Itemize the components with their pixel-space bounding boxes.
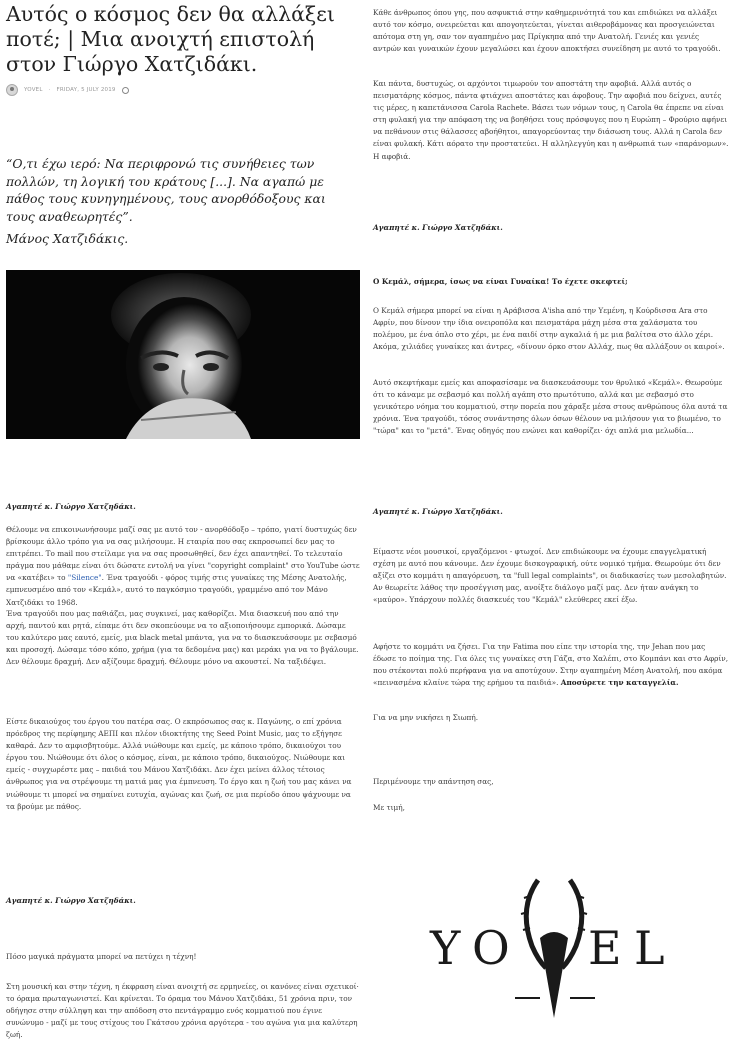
paragraph: Είμαστε νέοι μουσικοί, εργαζόμενοι - φτωχοί. Δεν επιδιώκουμε να έχουμε επαγγελματική σχέση με αυτό που κάνουμε. Δεν έχουμε δισκογραφική, ούτε νομικό τμήμα. Θεωρούμε ότι δεν αξίζει στο κομμάτι η απαγόρευση, τα "full legal complaints", οι διαδικασίες των μεσολαβητών. Αν θεωρείτε λάθος την προσέγγιση μας, ανοίξτε διάλογο μαζί μας. Δεν ήταν ανάγκη το «μαύρο». Υπάρχουν πολλές διασκευές του "Κεμάλ" ελεύθερες εκεί έξω. (373, 547, 727, 605)
paragraph-text: Αφήστε το κομμάτι να ζήσει. Για την Fatima που είπε την ιστορία της, την Jehan που μας έδωσε το ποίημα της. Για όλες τις γυναίκες στη Γάζα, στο Χαλέπι, στο Κομπάνι και στο Αφρίν, που στέκονται πολύ περήφανα για να αποτύχουν. Στην αγαπημένη Μέση Ανατολή, που ακόμα «πεινασμένα κλαίνε τώρα της ερήμου τα παιδιά». (373, 642, 729, 688)
paragraph: Για να μην νικήσει η Σιωπή. (373, 713, 479, 722)
paragraph (6, 524, 360, 609)
salutation-heading: Αγαπητέ κ. Γιώργο Χατζηδάκι. (373, 507, 503, 516)
clock-icon (122, 87, 129, 94)
section-heading: Ο Κεμάλ, σήμερα, ίσως να είναι Γυναίκα! Το έχετε σκεφτεί; (373, 277, 628, 286)
paragraph (373, 641, 729, 689)
post-meta (6, 84, 129, 96)
epigraph-author: Μάνος Χατζιδάκις. (6, 231, 129, 246)
paragraph: Ο Κεμάλ σήμερα μπορεί να είναι η Αράβισσα A'isha από την Υεμένη, η Κούρδισσα Ara στο Αφρίν, που δίνουν την ίδια ονειροπόλα και πεισματάρα μάχη μέσα στα χαλάσματα του πολέμου, με ένα όπλο στο χέρι, με ένα παιδί στην αγκαλιά ή με μια βαλίτσα στο άλλο χέρι. Ακόμα, χιλιάδες γυναίκες και άντρες, «δίνουν όρκο στον Αλλάχ, πως θα αλλάξουν οι καιροί». (373, 306, 725, 352)
svg-text:E: E (588, 921, 622, 975)
article-title: Αυτός ο κόσμος δεν θα αλλάξει ποτέ; | Μια ανοιχτή επιστολή στον Γιώργο Χατζιδάκι. (6, 2, 335, 76)
paragraph-text: Θέλουμε να επικοινωνήσουμε μαζί σας με αυτό τον - ανορθόδοξο – τρόπο, γιατί δυστυχώς δεν βρίσκουμε άλλο τρόπο για να σας μιλήσουμε. Η εταιρία που σας εκπροσωπεί δεν μας το επιτρέπει. Το mail που στείλαμε για να σας προσωθηθεί, δεν έχει απαντηθεί. Το τελευταίο πράγμα που μάθαμε είναι ότι δώσατε εντολή να γίνει "copyright complaint" στο YouTube ώστε να «κατέβει» το (6, 525, 360, 583)
svg-text:Y: Y (430, 921, 463, 975)
closing-line: Περιμένουμε την απάντηση σας, (373, 777, 494, 786)
yovel-logo (420, 868, 690, 1018)
paragraph: Αυτό σκεφτήκαμε εμείς και αποφασίσαμε να διασκευάσουμε τον θρυλικό «Κεμάλ». Θεωρούμε ότι το κάναμε με σεβασμό και πολλή αγάπη στο πρωτότυπο, αλλά και με σεβασμό στο γενικότερο νόημα του κομματιού, στην πορεία που χάραξε μέσα στους ανθρώπους όλα αυτά τα χρόνια. Ένα τραγούδι, τόσος συνάντησης όλων όσων θέλουν να μιλήσουν για το βιωμένο, το "τώρα" και το "μετά". Ένας οδηγός που ενώνει και καθορίζει· όχι απλά μια μελωδία... (373, 378, 728, 436)
paragraph-text: . Ένα τραγούδι - φόρος τιμής στις γυναίκες της Μέσης Ανατολής, εμπνευσμένο από τον «Κεμάλ», αυτό το παγκόσμιο τραγούδι, γραμμένο από τον Μάνο Χατζιδάκι το 1968. (6, 573, 347, 607)
author-name[interactable]: YOVEL (24, 87, 43, 93)
salutation-heading: Αγαπητέ κ. Γιώργο Χατζηδάκι. (373, 223, 503, 232)
salutation-heading: Αγαπητέ κ. Γιώργο Χατζηδάκι. (6, 896, 136, 905)
call-to-action: Αποσύρετε την καταγγελία. (560, 678, 679, 688)
portrait-illustration (6, 270, 360, 439)
post-date: FRIDAY, 5 JULY 2019 (56, 87, 116, 93)
paragraph: Κάθε άνθρωπος όπου γης, που ασφυκτιά στην καθημερινότητά του και επιδιώκει να αλλάξει αυτό τον κόσμο, ονειρεύεται και απογοητεύεται, γίνεται αιθεροβάμονας και προσγειώνεται απότομα στη γη, σαν τον αγαπημένο μας Πρίγκηπα από την Ανατολή. Γενιές και γενιές αντρών και γυναικών έχουν μεγαλώσει και έχουν αποκτήσει συνείδηση με αυτό το τραγούδι. (373, 8, 721, 54)
paragraph: Και πάντα, δυστυχώς, οι αρχόντοι τιμωρούν τον αποστάτη την αφοβιά. Αλλά αυτός ο πεισματάρης κόσμος, πάντα φτιάχνει αποστάτες και άφοβους. Την αφοβιά που δείχνει, αυτές τις μέρες, η καπετάνισσα Carola Rachete. Βάσει των νόμων τους, η Carola θα έπρεπε να είναι στη φυλακή για την απόφαση της να βοηθήσει τους πρόσφυγες που η Ευρώπη – Φρούριο αφήνει να πεθάνουν στις θάλασσες αβοήθητοι, απαγορεύοντας την διάσωση τους. Αλλά η Carola δεν είναι φυλακή. Κάτι αόρατο την προστατεύει. Η αλληλεγγύη και η ανθρωπιά των «παράνομων». Η αφοβιά. (373, 79, 729, 161)
paragraph: Είστε δικαιούχος του έργου του πατέρα σας. Ο εκπρόσωπος σας κ. Παγώνης, ο επί χρόνια πρόεδρος της περίφημης ΑΕΠΙ και πλέον ιδιοκτήτης της Seed Point Music, μας το εξήγησε καθαρά. Δεν το αμφισβητούμε. Αλλά νιώθουμε και εμείς, με κάποιο τρόπο, δικαιούχοι του έργου του. Νιώθουμε ότι όλος ο κόσμος, είναι, με κάποιο τρόπο, δικαιούχος. Νιώθουμε και εμείς - συγχωρέστε μας – παιδιά του Μάνου Χατζιδάκι. Δεν έχει μείνει άλλος τέτοιος άνθρωπος για να στρέψουμε τη ματιά μας για έμπνευση. Το έργο και η ζωή του μας κάνει να νιώθουμε τι μπορεί να σημαίνει ευτυχία, αγώνας και ζωή, σε μια περίοδο όπου ψάχνουμε να τα βρούμε με πάθος. (6, 717, 352, 811)
epigraph-quote: “Ο,τι έχω ιερό: Να περιφρονώ τις συνήθειες των πολλών, τη λογική του κράτους [...]. Να αγαπώ με πάθος τους κυνηγημένους, τους ανορθόδοξους και τους αναθεωρητές”. (6, 156, 326, 224)
paragraph: Ένα τραγούδι που μας παθιάζει, μας συγκινεί, μας καθορίζει. Μια διασκευή που από την αρχή, παντού και ρητά, είπαμε ότι δεν σκοπεύουμε να το αξιοποιήσουμε εμπορικά. Δώσαμε του καλύτερο μας εαυτό, εμείς, μια black metal μπάντα, για να το διασκευάσουμε με σεβασμό και προσοχή. Δώσαμε τόσο κόπο, χρήμα (για τα δεδομένα μας) και μεράκι για να το βγάλουμε. Δεν θέλουμε δραχμή. Δεν αξίζουμε δραχμή. Θέλουμε μόνο να ακουστεί. Να ταξιδέψει. (6, 609, 359, 667)
paragraph: Πόσο μαγικά πράγματα μπορεί να πετύχει η τέχνη! (6, 952, 197, 961)
sign-off: Με τιμή, (373, 803, 405, 812)
portrait-photo (6, 270, 360, 439)
svg-text:O: O (472, 921, 510, 975)
svg-text:L: L (634, 921, 665, 975)
silence-video-link[interactable]: "Silence" (67, 573, 102, 583)
salutation-heading: Αγαπητέ κ. Γιώργο Χατζηδάκι. (6, 502, 136, 511)
paragraph: Στη μουσική και στην τέχνη, η έκφραση είναι ανοιχτή σε ερμηνείες, οι κανόνες είναι σχετικοί· το όραμα πρωταγωνιστεί. Και κρίνεται. Το όραμα του Μάνου Χατζιδάκι, 51 χρόνια πριν, τον οδήγησε στην σύλληψη και την απόδοση στο πεντάγραμμο ενός κομματιού που έγινε συνώνυμο - μαζί με τους στίχους του Γκάτσου χρόνια αργότερα - του αγώνα για μια καλύτερη ζωή. (6, 982, 359, 1040)
author-avatar[interactable] (6, 84, 18, 96)
meta-separator: · (48, 87, 51, 93)
